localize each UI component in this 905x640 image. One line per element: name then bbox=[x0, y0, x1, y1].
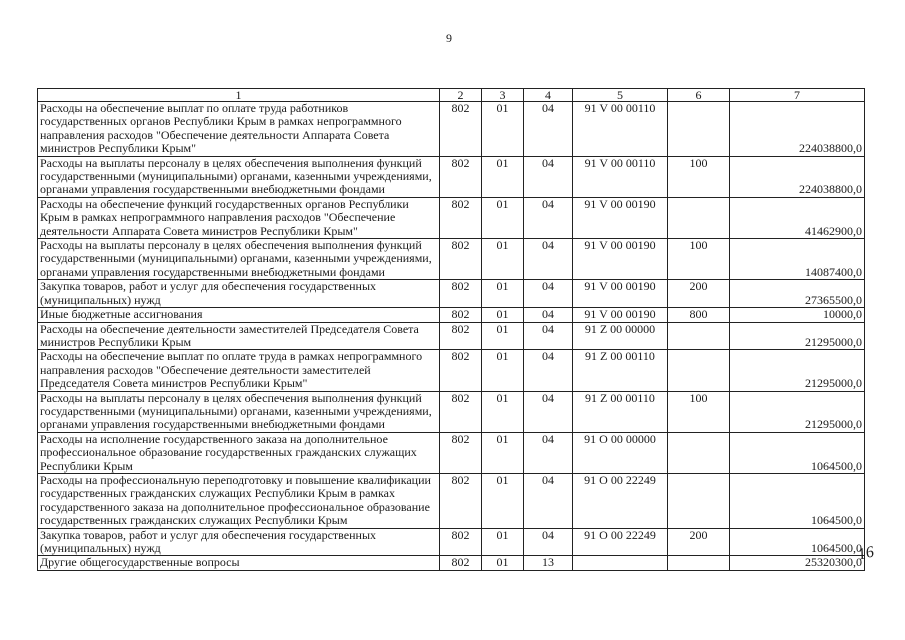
page-number: 9 bbox=[446, 31, 452, 45]
expense-type-cell: 200 bbox=[668, 528, 730, 556]
table-row bbox=[38, 239, 865, 280]
section-code-cell: 01 bbox=[482, 473, 524, 528]
column-header-4: 4 bbox=[524, 89, 573, 102]
table-header-row bbox=[38, 89, 865, 102]
target-article-cell: 91 O 00 00000 bbox=[573, 432, 668, 473]
expense-name-cell: Расходы на обеспечение выплат по оплате труда в рамках непрограммного направления расходов "Обеспечение деятельности заместителей Председателя Совета министров Республики Крым" bbox=[38, 350, 440, 391]
amount-cell: 224038800,0 bbox=[730, 156, 865, 197]
expense-type-cell bbox=[668, 102, 730, 157]
amount-cell: 25320300,0 bbox=[730, 556, 865, 570]
expense-type-cell bbox=[668, 556, 730, 570]
expense-name-cell: Другие общегосударственные вопросы bbox=[38, 556, 440, 570]
ministry-code-cell: 802 bbox=[440, 432, 482, 473]
expense-type-cell: 800 bbox=[668, 308, 730, 322]
expense-type-cell bbox=[668, 473, 730, 528]
expense-name-cell: Расходы на выплаты персоналу в целях обеспечения выполнения функций государственными (муниципальными) органами, казенными учреждениями, органами управления государственными внебюджетными фондами bbox=[38, 156, 440, 197]
amount-cell: 10000,0 bbox=[730, 308, 865, 322]
ministry-code-cell: 802 bbox=[440, 322, 482, 350]
expense-type-cell: 100 bbox=[668, 391, 730, 432]
target-article-cell: 91 V 00 00190 bbox=[573, 197, 668, 238]
target-article-cell: 91 V 00 00110 bbox=[573, 156, 668, 197]
ministry-code-cell: 802 bbox=[440, 308, 482, 322]
table-row bbox=[38, 528, 865, 556]
amount-cell: 224038800,0 bbox=[730, 102, 865, 157]
amount-cell: 14087400,0 bbox=[730, 239, 865, 280]
section-code-cell: 01 bbox=[482, 432, 524, 473]
column-header-7: 7 bbox=[730, 89, 865, 102]
section-code-cell: 01 bbox=[482, 280, 524, 308]
column-header-2: 2 bbox=[440, 89, 482, 102]
target-article-cell bbox=[573, 556, 668, 570]
ministry-code-cell: 802 bbox=[440, 350, 482, 391]
section-code-cell: 01 bbox=[482, 350, 524, 391]
expense-type-cell: 100 bbox=[668, 239, 730, 280]
column-header-1: 1 bbox=[38, 89, 440, 102]
expense-name-cell: Закупка товаров, работ и услуг для обеспечения государственных (муниципальных) нужд bbox=[38, 528, 440, 556]
table-row bbox=[38, 391, 865, 432]
target-article-cell: 91 V 00 00190 bbox=[573, 239, 668, 280]
ministry-code-cell: 802 bbox=[440, 473, 482, 528]
ministry-code-cell: 802 bbox=[440, 280, 482, 308]
section-code-cell: 01 bbox=[482, 556, 524, 570]
amount-cell: 21295000,0 bbox=[730, 322, 865, 350]
expense-type-cell bbox=[668, 350, 730, 391]
section-code-cell: 01 bbox=[482, 239, 524, 280]
subsection-code-cell: 04 bbox=[524, 350, 573, 391]
amount-cell: 1064500,0 bbox=[730, 432, 865, 473]
handwritten-annotation: 16 bbox=[856, 543, 876, 564]
ministry-code-cell: 802 bbox=[440, 102, 482, 157]
section-code-cell: 01 bbox=[482, 308, 524, 322]
section-code-cell: 01 bbox=[482, 391, 524, 432]
expense-name-cell: Закупка товаров, работ и услуг для обеспечения государственных (муниципальных) нужд bbox=[38, 280, 440, 308]
subsection-code-cell: 13 bbox=[524, 556, 573, 570]
section-code-cell: 01 bbox=[482, 528, 524, 556]
budget-table bbox=[37, 88, 865, 571]
expense-name-cell: Расходы на обеспечение выплат по оплате труда работников государственных органов Республики Крым в рамках непрограммного направления расходов "Обеспечение деятельности Аппарата Совета министров Республики Крым" bbox=[38, 102, 440, 157]
table-row bbox=[38, 350, 865, 391]
expense-name-cell: Расходы на выплаты персоналу в целях обеспечения выполнения функций государственными (муниципальными) органами, казенными учреждениями, органами управления государственными внебюджетными фондами bbox=[38, 391, 440, 432]
table-row bbox=[38, 102, 865, 157]
expense-type-cell bbox=[668, 197, 730, 238]
table-row bbox=[38, 322, 865, 350]
table-row bbox=[38, 197, 865, 238]
column-header-5: 5 bbox=[573, 89, 668, 102]
subsection-code-cell: 04 bbox=[524, 102, 573, 157]
amount-cell: 21295000,0 bbox=[730, 391, 865, 432]
target-article-cell: 91 V 00 00190 bbox=[573, 280, 668, 308]
expense-name-cell: Расходы на обеспечение деятельности заместителей Председателя Совета министров Республики Крым bbox=[38, 322, 440, 350]
column-header-6: 6 bbox=[668, 89, 730, 102]
table-row bbox=[38, 556, 865, 570]
expense-name-cell: Расходы на выплаты персоналу в целях обеспечения выполнения функций государственными (муниципальными) органами, казенными учреждениями, органами управления государственными внебюджетными фондами bbox=[38, 239, 440, 280]
subsection-code-cell: 04 bbox=[524, 528, 573, 556]
subsection-code-cell: 04 bbox=[524, 473, 573, 528]
table-row bbox=[38, 280, 865, 308]
expense-type-cell: 200 bbox=[668, 280, 730, 308]
expense-name-cell: Иные бюджетные ассигнования bbox=[38, 308, 440, 322]
column-header-3: 3 bbox=[482, 89, 524, 102]
target-article-cell: 91 O 00 22249 bbox=[573, 473, 668, 528]
ministry-code-cell: 802 bbox=[440, 239, 482, 280]
section-code-cell: 01 bbox=[482, 197, 524, 238]
target-article-cell: 91 V 00 00190 bbox=[573, 308, 668, 322]
table-row bbox=[38, 308, 865, 322]
expense-type-cell bbox=[668, 322, 730, 350]
subsection-code-cell: 04 bbox=[524, 322, 573, 350]
section-code-cell: 01 bbox=[482, 322, 524, 350]
subsection-code-cell: 04 bbox=[524, 239, 573, 280]
target-article-cell: 91 V 00 00110 bbox=[573, 102, 668, 157]
subsection-code-cell: 04 bbox=[524, 197, 573, 238]
target-article-cell: 91 Z 00 00110 bbox=[573, 350, 668, 391]
ministry-code-cell: 802 bbox=[440, 528, 482, 556]
ministry-code-cell: 802 bbox=[440, 156, 482, 197]
ministry-code-cell: 802 bbox=[440, 556, 482, 570]
subsection-code-cell: 04 bbox=[524, 432, 573, 473]
table-row bbox=[38, 473, 865, 528]
ministry-code-cell: 802 bbox=[440, 391, 482, 432]
amount-cell: 1064500,0 bbox=[730, 528, 865, 556]
subsection-code-cell: 04 bbox=[524, 391, 573, 432]
expense-type-cell: 100 bbox=[668, 156, 730, 197]
section-code-cell: 01 bbox=[482, 156, 524, 197]
section-code-cell: 01 bbox=[482, 102, 524, 157]
table-row bbox=[38, 156, 865, 197]
expense-name-cell: Расходы на исполнение государственного заказа на дополнительное профессиональное образование государственных гражданских служащих Республики Крым bbox=[38, 432, 440, 473]
table-row bbox=[38, 432, 865, 473]
amount-cell: 41462900,0 bbox=[730, 197, 865, 238]
ministry-code-cell: 802 bbox=[440, 197, 482, 238]
expense-name-cell: Расходы на обеспечение функций государственных органов Республики Крым в рамках непрограммного направления расходов "Обеспечение деятельности Аппарата Совета министров Республики Крым" bbox=[38, 197, 440, 238]
amount-cell: 21295000,0 bbox=[730, 350, 865, 391]
expense-name-cell: Расходы на профессиональную переподготовку и повышение квалификации государственных гражданских служащих Республики Крым в рамках государственного заказа на дополнительное профессиональное образование государственных гражданских служащих Республики Крым bbox=[38, 473, 440, 528]
expense-type-cell bbox=[668, 432, 730, 473]
subsection-code-cell: 04 bbox=[524, 308, 573, 322]
amount-cell: 27365500,0 bbox=[730, 280, 865, 308]
target-article-cell: 91 Z 00 00110 bbox=[573, 391, 668, 432]
subsection-code-cell: 04 bbox=[524, 156, 573, 197]
target-article-cell: 91 O 00 22249 bbox=[573, 528, 668, 556]
amount-cell: 1064500,0 bbox=[730, 473, 865, 528]
target-article-cell: 91 Z 00 00000 bbox=[573, 322, 668, 350]
subsection-code-cell: 04 bbox=[524, 280, 573, 308]
